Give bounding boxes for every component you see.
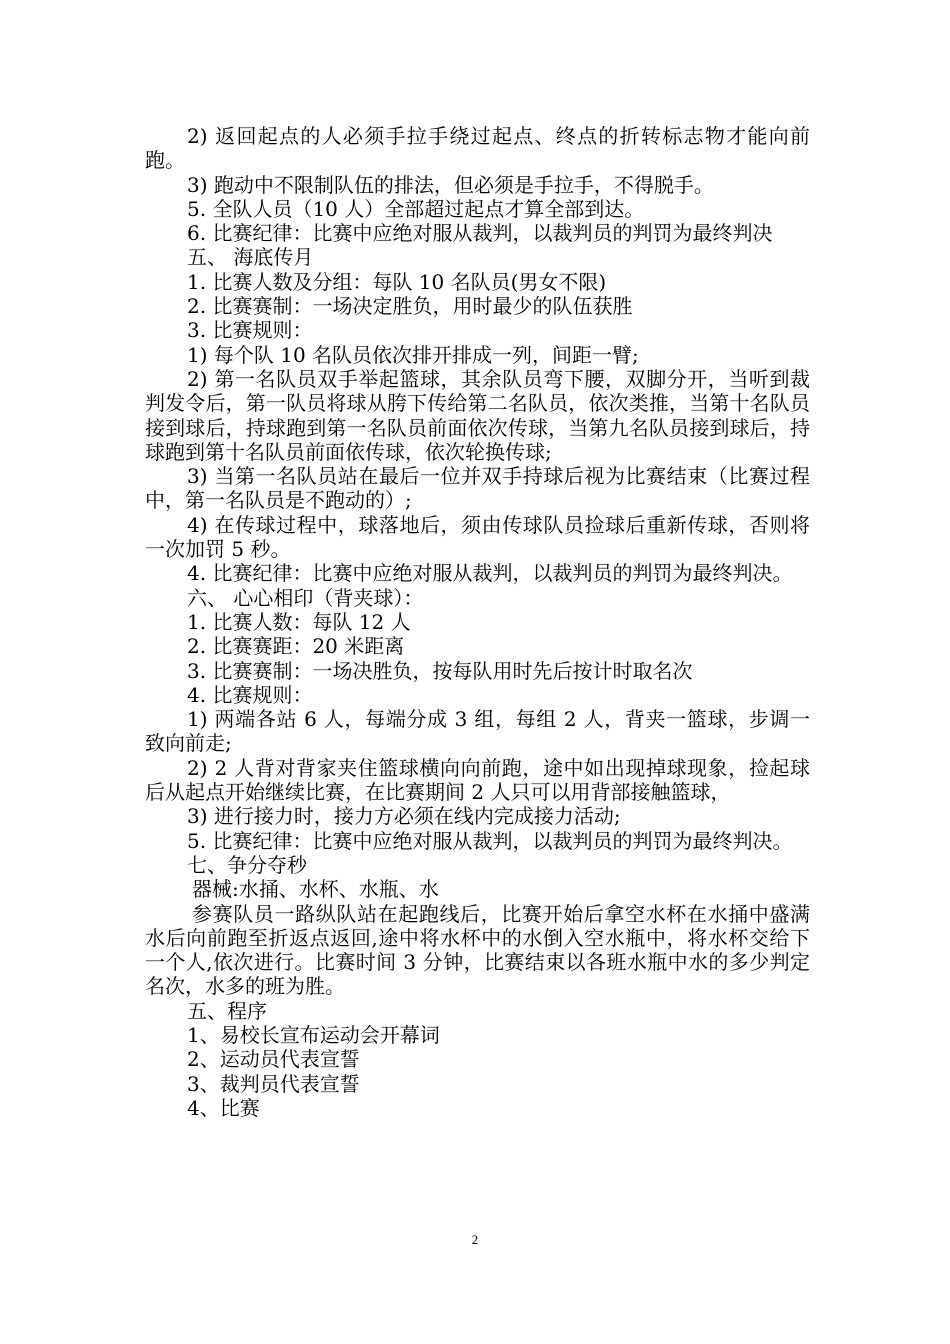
paragraph: 3. 比赛赛制：一场决胜负，按每队用时先后按计时取名次: [187, 658, 693, 683]
paragraph: 参赛队员一路纵队站在起跑线后，比赛开始后拿空水杯在水捅中盛满水后向前跑至折返点返回,途中将水杯中的水倒入空水瓶中，将水杯交给下一个人,依次进行。比赛时间 3 分钟，比赛结束以各班水瓶中水的多少判定名次，水多的班为胜。: [145, 901, 810, 999]
paragraph: 2. 比赛赛距：20 米距离: [187, 634, 405, 659]
list-item: 3、裁判员代表宣誓: [187, 1071, 360, 1096]
paragraph: 1. 比赛人数及分组：每队 10 名队员(男女不限): [187, 269, 607, 294]
paragraph: 1) 每个队 10 名队员依次排开排成一列，间距一臂;: [187, 342, 639, 367]
section-heading: 五、程序: [187, 998, 267, 1023]
section-heading: 七、争分夺秒: [187, 852, 307, 877]
paragraph: 2) 第一名队员双手举起篮球，其余队员弯下腰，双脚分开，当听到裁判发令后，第一队员将球从胯下传给第二名队员，依次类推，当第十名队员接到球后，持球跑到第一名队员前面依次传球，当第九名队员接到球后，持球跑到第十名队员前面依传球，依次轮换传球;: [145, 366, 810, 464]
paragraph: 2. 比赛赛制：一场决定胜负，用时最少的队伍获胜: [187, 294, 633, 319]
paragraph: 3. 比赛规则：: [187, 318, 313, 343]
paragraph: 1. 比赛人数：每队 12 人: [187, 609, 411, 634]
paragraph: 6. 比赛纪律：比赛中应绝对服从裁判，以裁判员的判罚为最终判决: [187, 221, 773, 246]
paragraph: 4. 比赛纪律：比赛中应绝对服从裁判，以裁判员的判罚为最终判决。: [187, 561, 793, 586]
paragraph: 器械:水捅、水杯、水瓶、水: [192, 877, 439, 902]
paragraph: 3) 跑动中不限制队伍的排法，但必须是手拉手，不得脱手。: [187, 172, 714, 197]
paragraph: 3) 进行接力时，接力方必须在线内完成接力活动;: [187, 804, 621, 829]
section-heading: 五、 海底传月: [187, 245, 314, 270]
paragraph: 3) 当第一名队员站在最后一位并双手持球后视为比赛结束（比赛过程中，第一名队员是不跑动的）;: [145, 464, 810, 513]
document-body: [145, 124, 810, 1120]
paragraph: 5. 比赛纪律：比赛中应绝对服从裁判，以裁判员的判罚为最终判决。: [187, 828, 793, 853]
list-item: 2、运动员代表宣誓: [187, 1047, 360, 1072]
list-item: 1、易校长宣布运动会开幕词: [187, 1022, 440, 1047]
paragraph: 1) 两端各站 6 人，每端分成 3 组，每组 2 人，背夹一篮球，步调一致向前走;: [145, 707, 810, 756]
paragraph: 4. 比赛规则：: [187, 682, 313, 707]
section-heading: 六、 心心相印（背夹球）：: [187, 585, 424, 610]
paragraph: 5. 全队人员（10 人）全部超过起点才算全部到达。: [187, 196, 645, 221]
page-number: 2: [471, 1232, 479, 1247]
paragraph: 2) 返回起点的人必须手拉手绕过起点、终点的折转标志物才能向前跑。: [145, 124, 810, 173]
paragraph: 2) 2 人背对背家夹住篮球横向向前跑，途中如出现掉球现象，捡起球后从起点开始继续比赛，在比赛期间 2 人只可以用背部接触篮球，: [145, 755, 810, 805]
paragraph: 4) 在传球过程中，球落地后，须由传球队员捡球后重新传球，否则将一次加罚 5 秒。: [145, 512, 810, 562]
list-item: 4、比赛: [187, 1095, 260, 1120]
